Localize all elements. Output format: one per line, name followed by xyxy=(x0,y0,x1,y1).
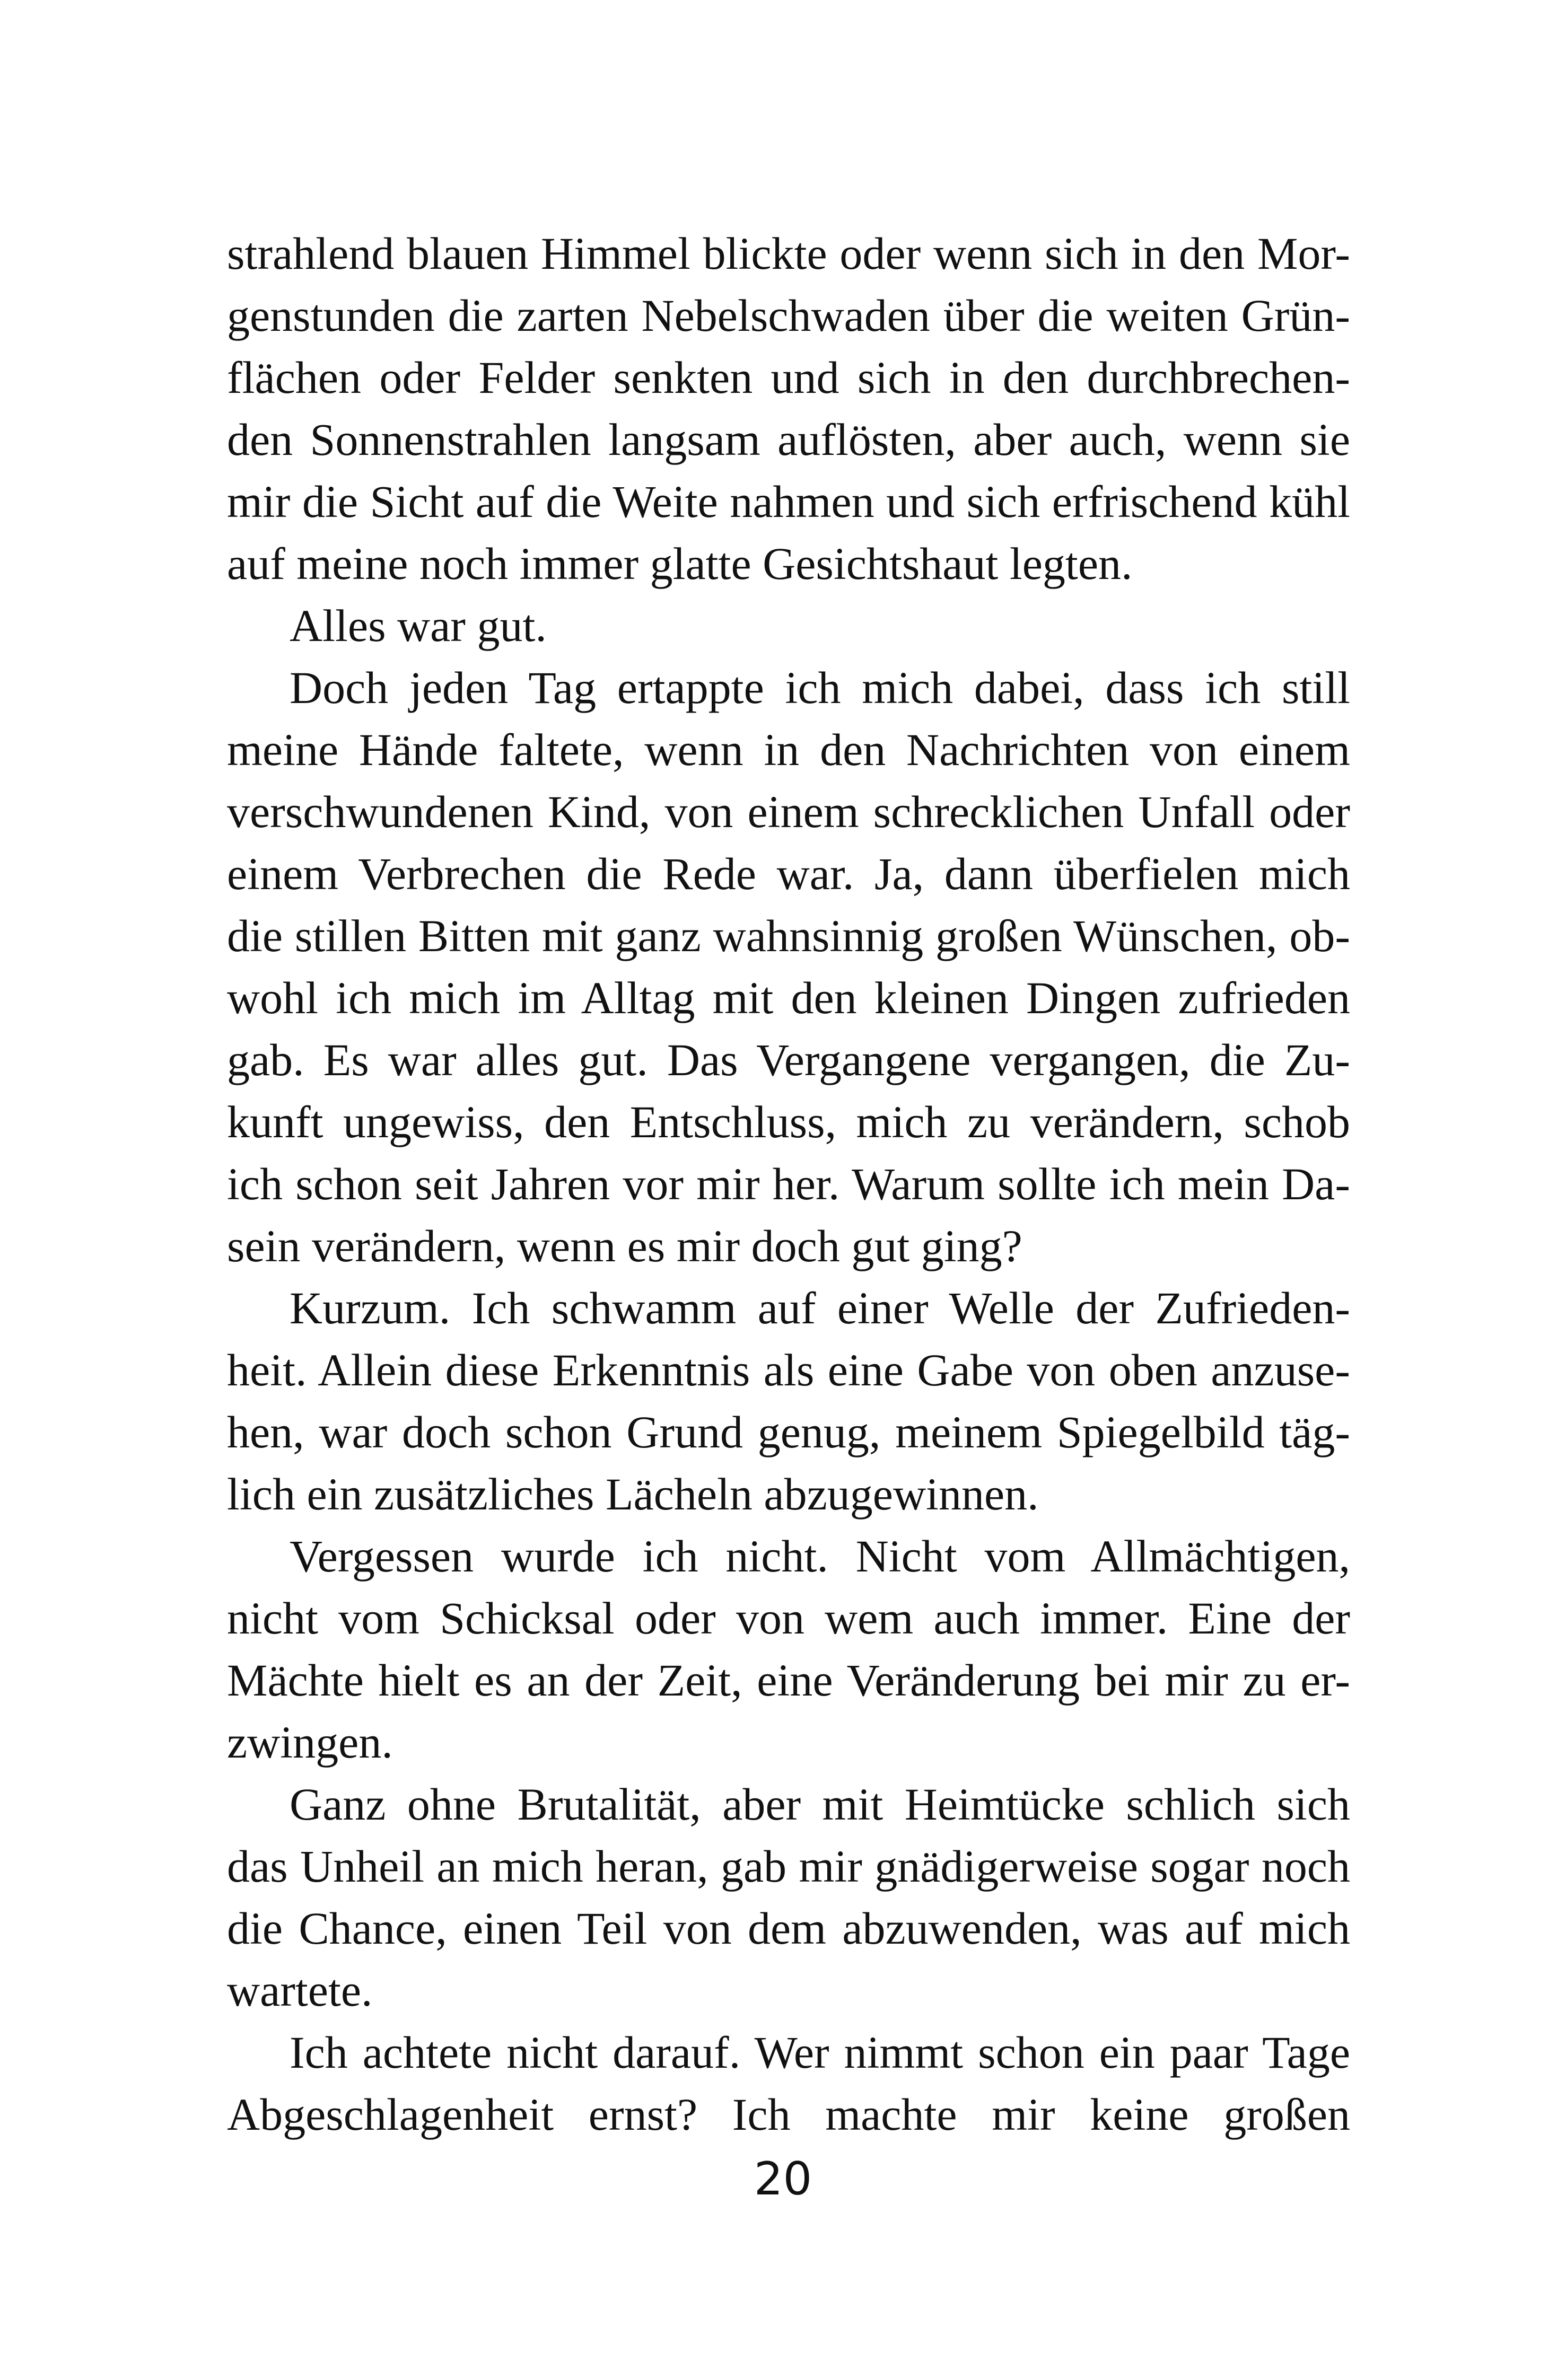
text-line: flächen oder Felder senkten und sich in den durchbrechen- xyxy=(227,352,1350,403)
text-line: Alles war gut. xyxy=(290,600,547,651)
text-line: die Chance, einen Teil von dem abzuwenden, was auf mich xyxy=(227,1903,1350,1954)
text-line: Abgeschlagenheit ernst? Ich machte mir keine großen xyxy=(227,2089,1350,2140)
text-line: Ganz ohne Brutalität, aber mit Heimtücke schlich sich xyxy=(290,1779,1350,1830)
text-line: strahlend blauen Himmel blickte oder wenn sich in den Mor- xyxy=(227,228,1350,279)
text-line: den Sonnenstrahlen langsam auflösten, aber auch, wenn sie xyxy=(227,414,1350,465)
page-number: 20 xyxy=(754,2153,812,2206)
text-line: heit. Allein diese Erkenntnis als eine Gabe von oben anzuse- xyxy=(227,1345,1350,1395)
text-line: Kurzum. Ich schwamm auf einer Welle der Zufrieden- xyxy=(290,1283,1350,1333)
text-line: Vergessen wurde ich nicht. Nicht vom Allmächtigen, xyxy=(290,1531,1350,1582)
text-line: kunft ungewiss, den Entschluss, mich zu verändern, schob xyxy=(227,1096,1350,1147)
text-line: die stillen Bitten mit ganz wahnsinnig großen Wünschen, ob- xyxy=(227,910,1350,961)
text-line: Mächte hielt es an der Zeit, eine Veränderung bei mir zu er- xyxy=(227,1655,1350,1706)
text-line: verschwundenen Kind, von einem schrecklichen Unfall oder xyxy=(227,786,1350,837)
text-line: sein verändern, wenn es mir doch gut ging? xyxy=(227,1220,1022,1271)
text-line: lich ein zusätzliches Lächeln abzugewinnen. xyxy=(227,1469,1039,1520)
text-line: das Unheil an mich heran, gab mir gnädigerweise sogar noch xyxy=(227,1841,1350,1892)
text-line: zwingen. xyxy=(227,1717,393,1768)
text-line: genstunden die zarten Nebelschwaden über die weiten Grün- xyxy=(227,290,1350,341)
text-line: Ich achtete nicht darauf. Wer nimmt schon ein paar Tage xyxy=(290,2027,1350,2078)
text-line: ich schon seit Jahren vor mir her. Warum sollte ich mein Da- xyxy=(227,1158,1350,1209)
text-line: einem Verbrechen die Rede war. Ja, dann überfielen mich xyxy=(227,848,1350,899)
text-line: wartete. xyxy=(227,1965,373,2016)
text-line: hen, war doch schon Grund genug, meinem Spiegelbild täg- xyxy=(227,1407,1350,1457)
text-line: auf meine noch immer glatte Gesichtshaut legten. xyxy=(227,538,1133,589)
text-line: Doch jeden Tag ertappte ich mich dabei, dass ich still xyxy=(290,662,1350,713)
text-line: meine Hände faltete, wenn in den Nachrichten von einem xyxy=(227,724,1350,775)
text-line: nicht vom Schicksal oder von wem auch immer. Eine der xyxy=(227,1593,1350,1644)
body-text xyxy=(227,223,1350,2146)
text-line: wohl ich mich im Alltag mit den kleinen Dingen zufrieden xyxy=(227,972,1350,1023)
text-line: gab. Es war alles gut. Das Vergangene vergangen, die Zu- xyxy=(227,1034,1350,1085)
text-line: mir die Sicht auf die Weite nahmen und sich erfrischend kühl xyxy=(227,476,1350,527)
